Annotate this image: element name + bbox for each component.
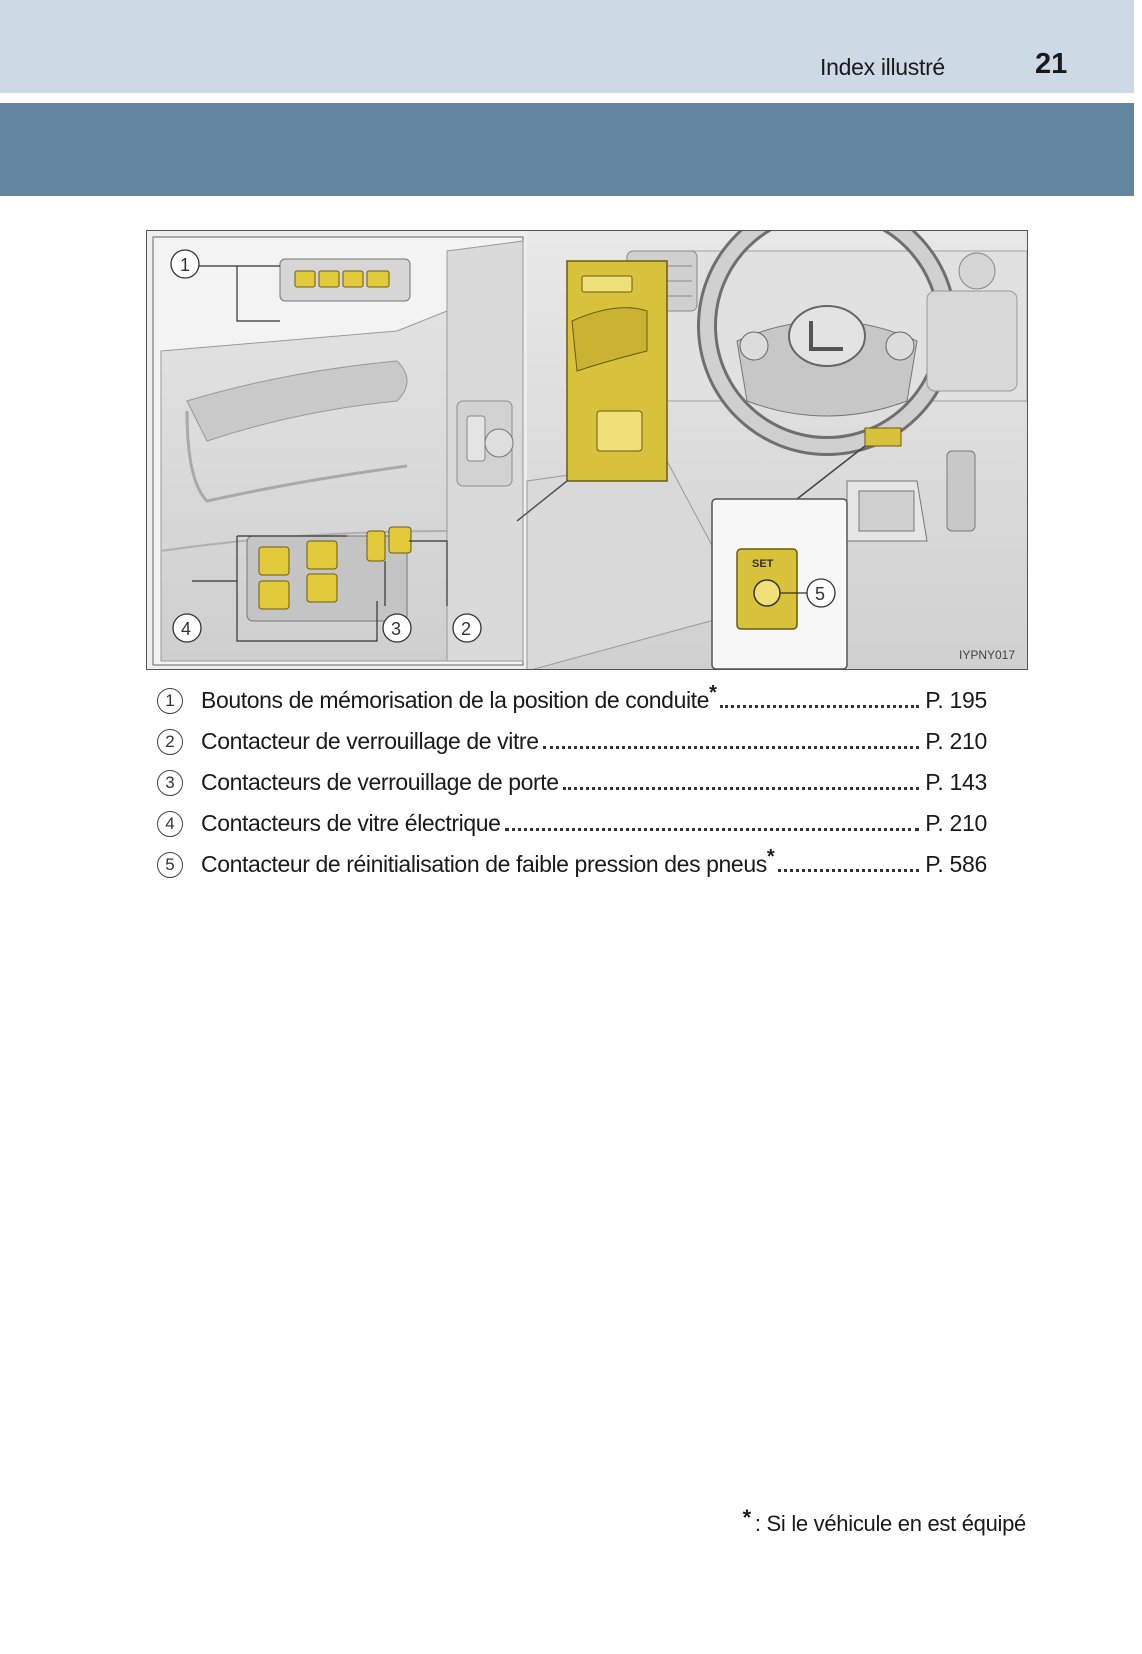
item-number: 2 (157, 729, 183, 755)
dot-leader (505, 828, 920, 831)
cockpit-overview (517, 231, 1028, 670)
footnote-text: : Si le véhicule en est équipé (754, 1511, 1026, 1536)
section-title: Index illustré (820, 54, 945, 80)
header-divider (0, 93, 1142, 103)
component-index-list (157, 680, 987, 885)
footnote-star: * (709, 682, 717, 704)
item-label: Contacteurs de verrouillage de porte (201, 769, 559, 795)
footnote-star: * (742, 1505, 751, 1530)
list-item (157, 844, 987, 885)
svg-text:5: 5 (815, 584, 826, 604)
illustration-figure (146, 230, 1028, 670)
list-item (157, 680, 987, 721)
item-label: Contacteur de réinitialisation de faible pression des pneus* (201, 846, 775, 877)
door-dashboard-illustration (147, 231, 1028, 670)
page-number: 21 (1035, 48, 1068, 80)
header-band (0, 0, 1142, 93)
dot-leader (543, 746, 920, 749)
item-number: 4 (157, 811, 183, 837)
dot-leader (778, 869, 919, 872)
page-reference[interactable]: P. 210 (925, 728, 987, 754)
page-reference[interactable]: P. 143 (925, 769, 987, 795)
item-label: Contacteur de verrouillage de vitre (201, 728, 539, 754)
page-reference[interactable]: P. 210 (925, 810, 987, 836)
page-reference[interactable]: P. 195 (925, 687, 987, 713)
footnote (743, 1505, 1026, 1537)
dot-leader (720, 705, 919, 708)
callout-3 (383, 614, 411, 642)
page-reference[interactable]: P. 586 (925, 851, 987, 877)
item-number: 1 (157, 688, 183, 714)
list-item (157, 762, 987, 803)
item-number: 3 (157, 770, 183, 796)
item-label: Boutons de mémorisation de la position de conduite* (201, 682, 717, 713)
svg-text:2: 2 (461, 619, 472, 639)
item-label: Contacteurs de vitre électrique (201, 810, 501, 836)
svg-text:1: 1 (180, 255, 191, 275)
callout-4 (173, 614, 201, 642)
chapter-band (0, 103, 1142, 196)
callout-1 (171, 250, 199, 278)
list-item (157, 721, 987, 762)
callout-2 (453, 614, 481, 642)
svg-text:4: 4 (181, 619, 192, 639)
item-number: 5 (157, 852, 183, 878)
dot-leader (563, 787, 920, 790)
door-panel-detail (153, 237, 523, 665)
svg-text:SET: SET (752, 558, 774, 570)
page-edge (1134, 0, 1142, 196)
figure-code: IYPNY017 (959, 648, 1016, 662)
footnote-star: * (766, 846, 775, 868)
callout-5 (807, 579, 835, 607)
svg-text:3: 3 (391, 619, 402, 639)
list-item (157, 803, 987, 844)
